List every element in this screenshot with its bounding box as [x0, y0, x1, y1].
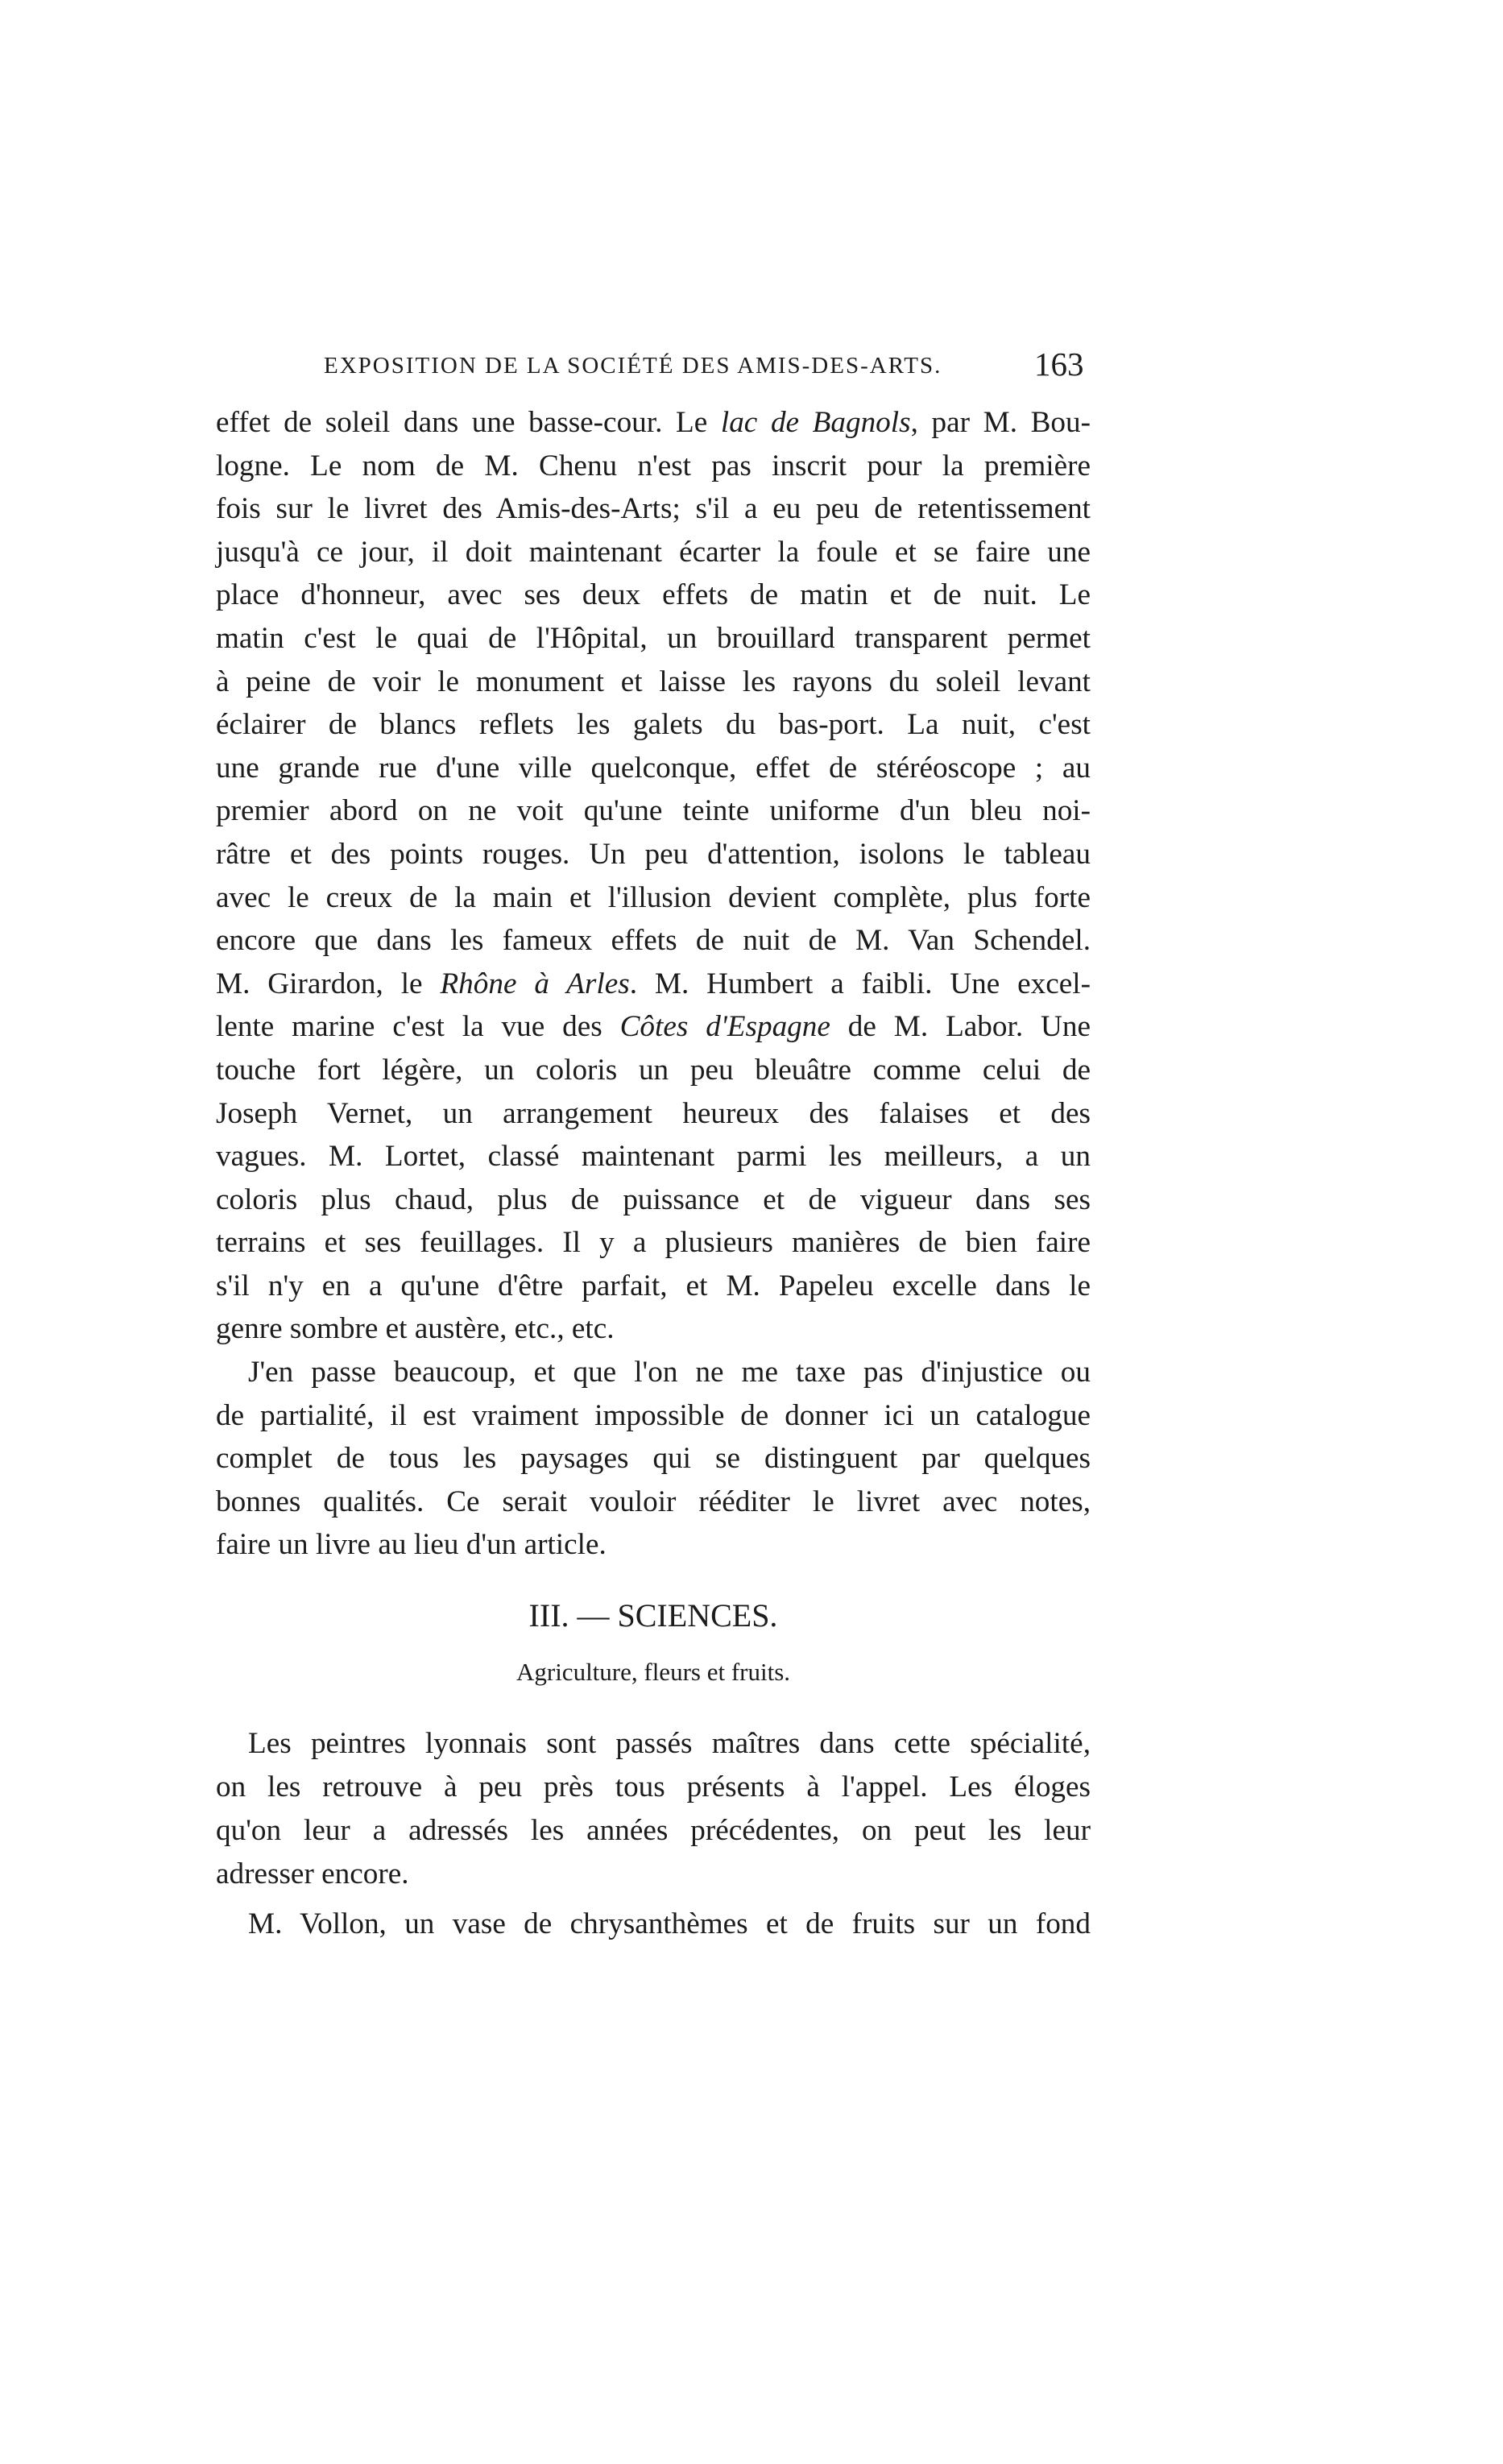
text-line: avec le creux de la main et l'illusion devient complète, plus forte [216, 880, 1091, 914]
text-line: jusqu'à ce jour, il doit maintenant écarter la foule et se faire une [216, 535, 1091, 569]
italic-title: Côtes d'Espagne [619, 1010, 830, 1044]
text-line: à peine de voir le monument et laisse les rayons du soleil levant [216, 665, 1091, 698]
text-line: bonnes qualités. Ce serait vouloir rééditer le livret avec notes, [216, 1485, 1091, 1518]
text-line: de partialité, il est vraiment impossible de donner ici un catalogue [216, 1398, 1091, 1432]
text-line: s'il n'y en a qu'une d'être parfait, et M. Papeleu excelle dans le [216, 1269, 1091, 1302]
section-subheading: Agriculture, fleurs et fruits. [515, 1658, 791, 1686]
text-line: premier abord on ne voit qu'une teinte uniforme d'un bleu noi- [216, 794, 1091, 828]
text-line [216, 401, 1091, 445]
running-title: EXPOSITION DE LA SOCIÉTÉ DES AMIS-DES-ARTS. [324, 353, 942, 379]
text-line: Les peintres lyonnais sont passés maîtres dans cette spécialité, [248, 1727, 1091, 1760]
text-line: adresser encore. [216, 1857, 409, 1890]
page-number: 163 [1034, 346, 1084, 383]
section-text [216, 1722, 1091, 1946]
text-line: faire un livre au lieu d'un article. [216, 1528, 607, 1562]
text-line: matin c'est le quai de l'Hôpital, un brouillard transparent permet [216, 621, 1091, 655]
text-line: J'en passe beaucoup, et que l'on ne me taxe pas d'injustice ou [248, 1356, 1091, 1389]
text-run: . M. Humbert a faibli. Une excel- [629, 967, 1091, 1000]
running-head [324, 353, 1129, 379]
text-line: place d'honneur, avec ses deux effets de matin et de nuit. Le [216, 578, 1091, 612]
italic-title: Rhône à Arles [440, 967, 630, 1000]
italic-title: lac de Bagnols [720, 406, 911, 439]
text-run: effet de soleil dans une basse-cour. Le [216, 406, 721, 439]
main-text [216, 401, 1091, 1567]
text-line: encore que dans les fameux effets de nuit de M. Van Schendel. [216, 924, 1091, 958]
text-line: genre sombre et austère, etc., etc. [216, 1312, 615, 1346]
section-heading: III. — SCIENCES. [528, 1597, 778, 1634]
paragraph-catalogue [216, 1351, 1091, 1567]
paragraph-vollon [216, 1903, 1091, 1946]
text-line: M. Vollon, un vase de chrysanthèmes et de fruits sur un fond [248, 1907, 1091, 1940]
text-run: M. Girardon, le [216, 967, 441, 1000]
text-line: fois sur le livret des Amis-des-Arts; s'il a eu peu de retentissement [216, 492, 1091, 526]
text-line: logne. Le nom de M. Chenu n'est pas inscrit pour la première [216, 449, 1091, 482]
text-line: vagues. M. Lortet, classé maintenant parmi les meilleurs, a un [216, 1140, 1091, 1174]
paragraph-lyonnais [216, 1722, 1091, 1896]
text-line: coloris plus chaud, plus de puissance et de vigueur dans ses [216, 1182, 1091, 1216]
text-line: Joseph Vernet, un arrangement heureux des falaises et des [216, 1096, 1091, 1130]
text-run: lente marine c'est la vue des [216, 1010, 620, 1044]
text-line: touche fort légère, un coloris un peu bleuâtre comme celui de [216, 1053, 1091, 1087]
text-line: on les retrouve à peu près tous présents à l'appel. Les éloges [216, 1770, 1091, 1803]
text-line: une grande rue d'une ville quelconque, effet de stéréoscope ; au [216, 751, 1091, 785]
text-run: de M. Labor. Une [830, 1010, 1091, 1044]
text-line [216, 963, 1091, 1006]
text-line: râtre et des points rouges. Un peu d'attention, isolons le tableau [216, 837, 1091, 871]
paragraph-chenu [216, 401, 1091, 1351]
text-line [216, 1005, 1091, 1049]
text-line: terrains et ses feuillages. Il y a plusieurs manières de bien faire [216, 1226, 1091, 1260]
text-line: éclairer de blancs reflets les galets du bas-port. La nuit, c'est [216, 708, 1091, 742]
text-line: complet de tous les paysages qui se distinguent par quelques [216, 1442, 1091, 1476]
text-line: qu'on leur a adressés les années précédentes, on peut les leur [216, 1814, 1091, 1847]
text-run: , par M. Bou- [910, 406, 1091, 439]
